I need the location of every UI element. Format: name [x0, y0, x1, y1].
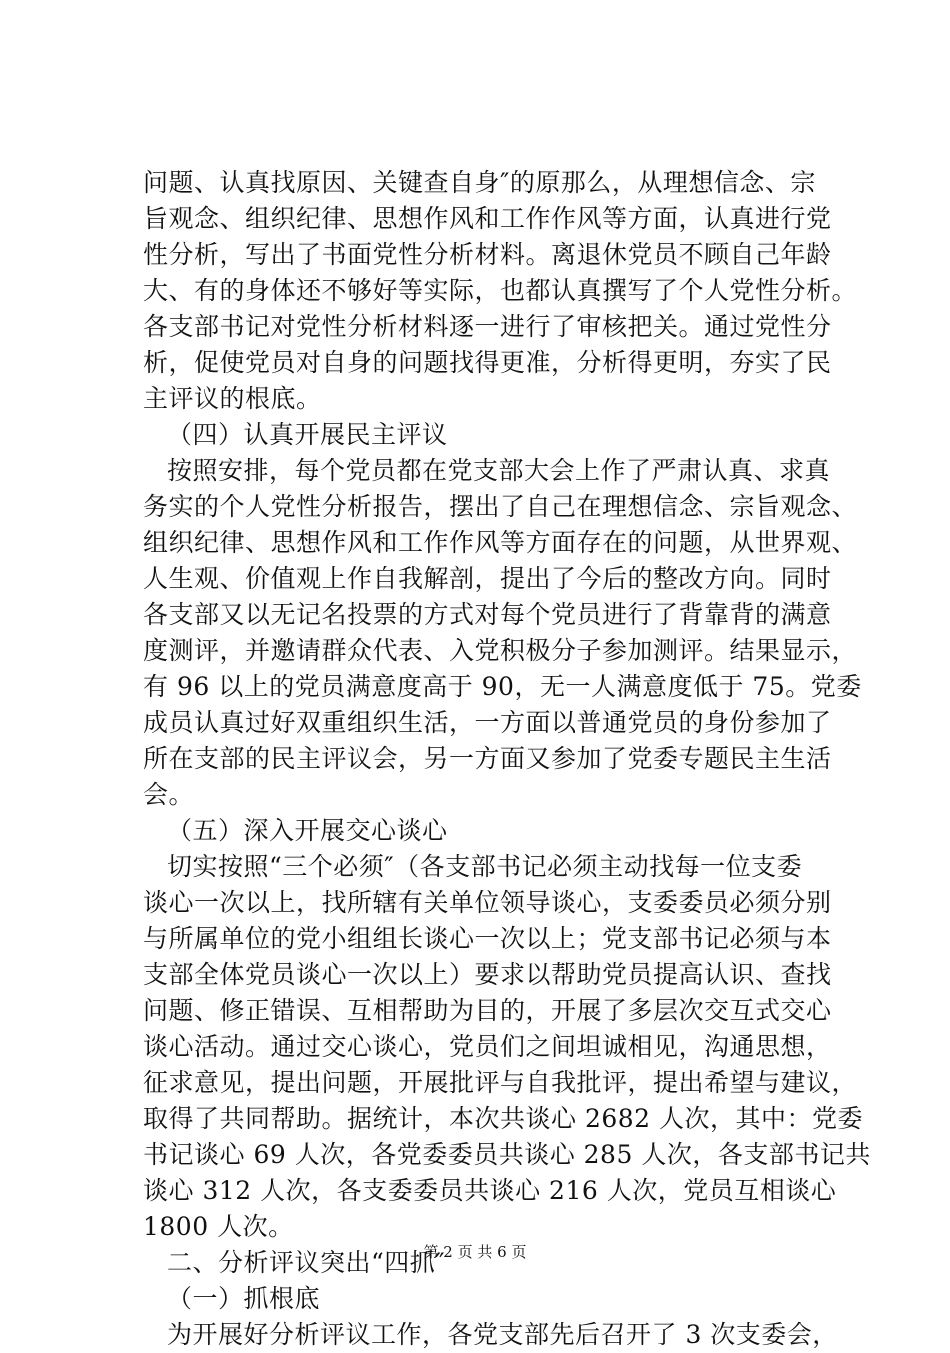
text-line: 谈心活动。通过交心谈心，党员们之间坦诚相见，沟通思想，	[143, 1032, 832, 1061]
paragraph-start: 切实按照“三个必须″（各支部书记必须主动找每一位支委	[167, 852, 803, 881]
text-line: 会。	[143, 780, 195, 809]
text-line: 所在支部的民主评议会，另一方面又参加了党委专题民主生活	[143, 744, 832, 773]
paragraph-start: 按照安排，每个党员都在党支部大会上作了严肃认真、求真	[167, 456, 831, 485]
text-line: 有 96 以上的党员满意度高于 90，无一人满意度低于 75。党委	[143, 672, 862, 701]
text-line: 取得了共同帮助。据统计，本次共谈心 2682 人次，其中：党委	[143, 1104, 864, 1133]
text-line: 1800 人次。	[143, 1212, 294, 1241]
text-line: 组织纪律、思想作风和工作作风等方面存在的问题，从世界观、	[143, 528, 858, 557]
text-line: 问题、认真找原因、关键查自身″的原那么，从理想信念、宗	[143, 168, 816, 197]
text-line: 性分析，写出了书面党性分析材料。离退休党员不顾自己年龄	[143, 240, 832, 269]
text-line: 人生观、价值观上作自我解剖，提出了今后的整改方向。同时	[143, 564, 832, 593]
paragraph-start: 为开展好分析评议工作，各党支部先后召开了 3 次支委会，	[167, 1320, 838, 1349]
text-line: 主评议的根底。	[143, 384, 322, 413]
text-line: 务实的个人党性分析报告，摆出了自己在理想信念、宗旨观念、	[143, 492, 858, 521]
text-line: 旨观念、组织纪律、思想作风和工作作风等方面，认真进行党	[143, 204, 832, 233]
text-line: 问题、修正错误、互相帮助为目的，开展了多层次交互式交心	[143, 996, 832, 1025]
text-line: 与所属单位的党小组组长谈心一次以上；党支部书记必须与本	[143, 924, 832, 953]
text-line: 支部全体党员谈心一次以上）要求以帮助党员提高认识、查找	[143, 960, 832, 989]
text-line: 成员认真过好双重组织生活，一方面以普通党员的身份参加了	[143, 708, 832, 737]
text-line: 析，促使党员对自身的问题找得更准，分析得更明，夯实了民	[143, 348, 832, 377]
text-line: 书记谈心 69 人次，各党委委员共谈心 285 人次，各支部书记共	[143, 1140, 871, 1169]
text-line: 度测评，并邀请群众代表、入党积极分子参加测评。结果显示，	[143, 636, 858, 665]
text-line: 各支部书记对党性分析材料逐一进行了审核把关。通过党性分	[143, 312, 832, 341]
text-line: 谈心 312 人次，各支委委员共谈心 216 人次，党员互相谈心	[143, 1176, 837, 1205]
section-heading-4: （四）认真开展民主评议	[167, 420, 448, 449]
text-line: 征求意见，提出问题，开展批评与自我批评，提出希望与建议，	[143, 1068, 858, 1097]
section-heading-5: （五）深入开展交心谈心	[167, 816, 448, 845]
text-line: 大、有的身体还不够好等实际，也都认真撰写了个人党性分析。	[143, 276, 858, 305]
text-line: 各支部又以无记名投票的方式对每个党员进行了背靠背的满意	[143, 600, 832, 629]
subsection-heading-1: （一）抓根底	[167, 1284, 321, 1313]
text-line: 谈心一次以上，找所辖有关单位领导谈心，支委委员必须分别	[143, 888, 832, 917]
section-heading-2: 二、分析评议突出“四抓″	[167, 1248, 446, 1277]
document-body	[143, 165, 871, 1353]
page-number-footer: 第 2 页 共 6 页	[423, 1243, 527, 1261]
